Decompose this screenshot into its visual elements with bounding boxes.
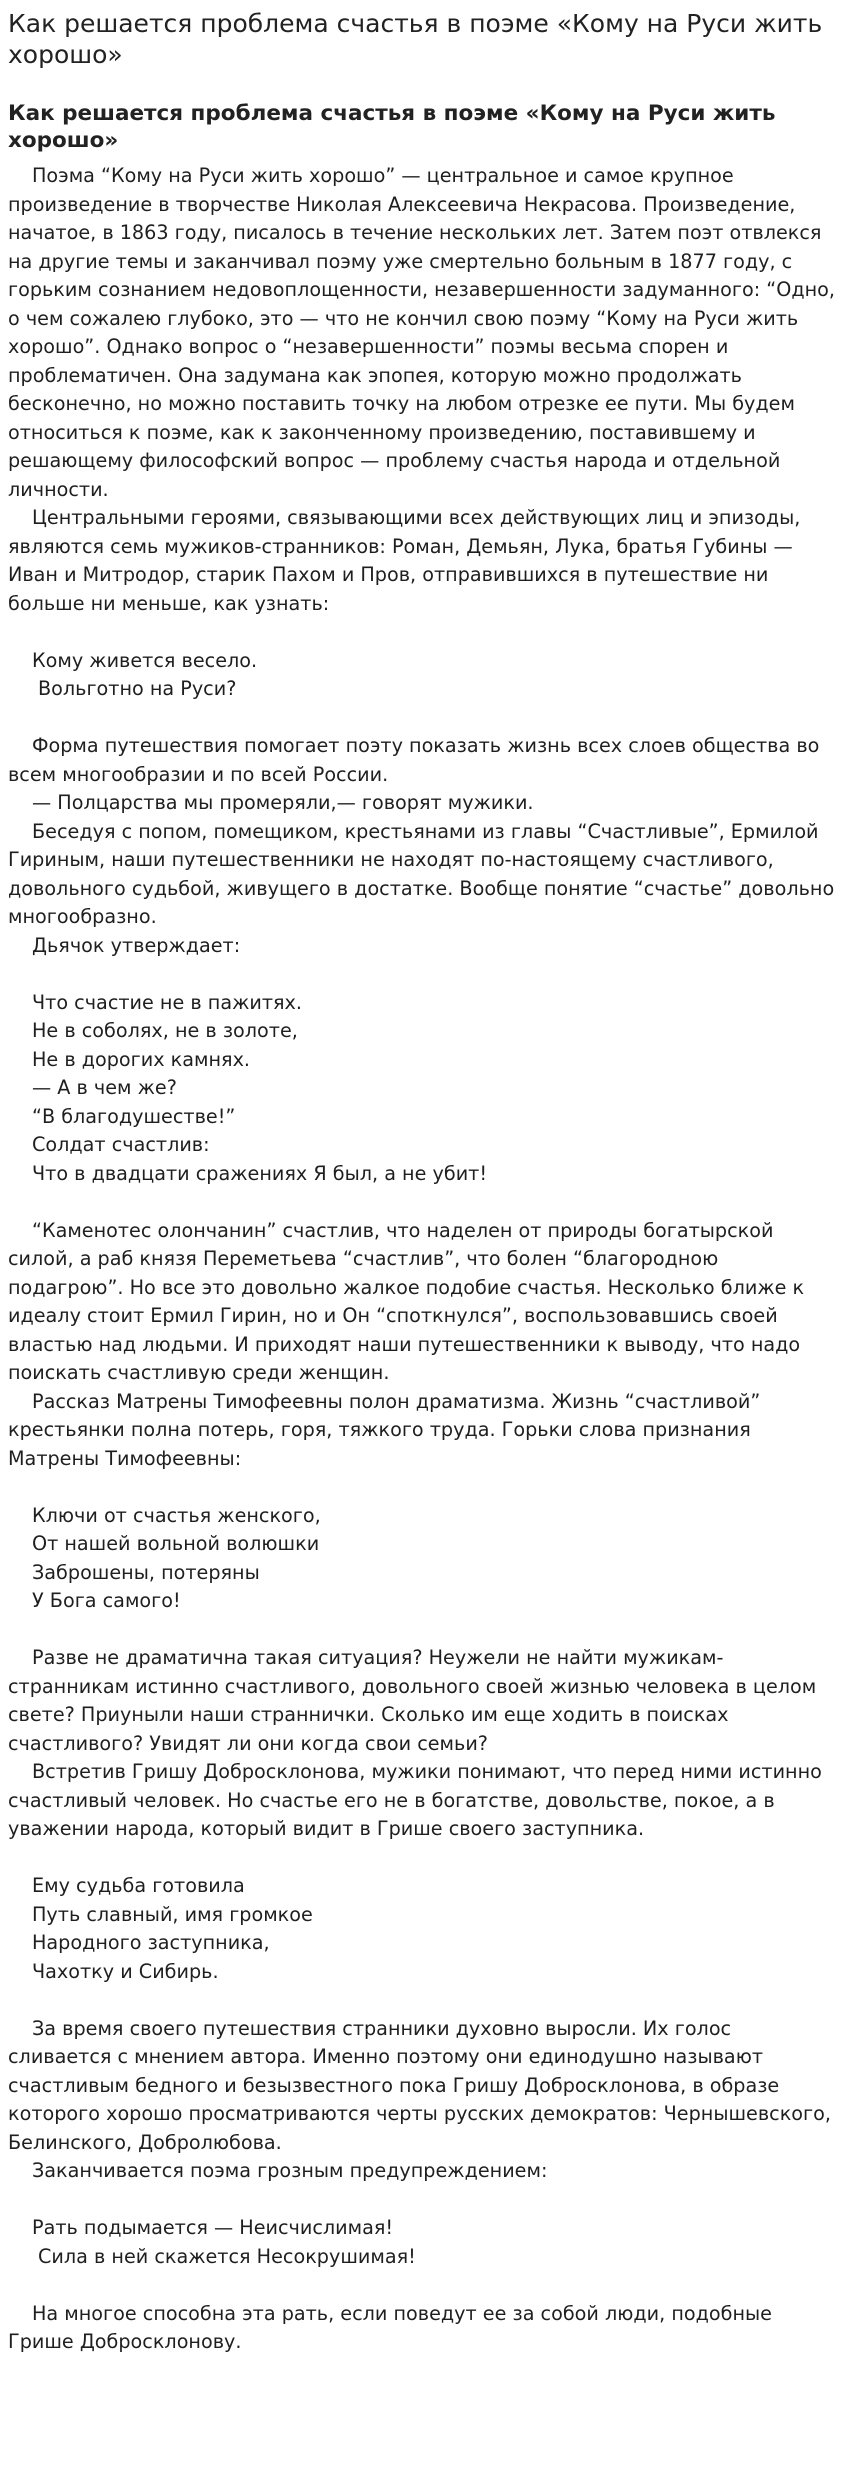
page-title: Как решается проблема счастья в поэме «Кому на Руси жить хорошо» <box>8 9 823 69</box>
paragraph: — Полцарства мы промеряли,— говорят мужики. <box>32 791 534 814</box>
verse-line: Путь славный, имя громкое <box>32 1902 313 1926</box>
article <box>8 100 839 2357</box>
paragraph: Рассказ Матрены Тимофеевны полон драматизма. Жизнь “счастливой” крестьянки полна потерь, горя, тяжкого труда. Горьки слова признания Матрены Тимофеевны: <box>8 1389 761 1470</box>
verse-line: Не в соболях, не в золоте, <box>32 1019 298 1042</box>
verse-line: Солдат счастлив: <box>32 1133 210 1156</box>
verse-line: Рать подымается — Неисчислимая! <box>32 2216 394 2239</box>
paragraph: Дьячок утверждает: <box>32 933 241 957</box>
verse-quote <box>32 1502 839 1616</box>
verse-line: Не в дорогих камнях. <box>32 1047 251 1071</box>
verse-line: Вольготно на Руси? <box>38 677 237 700</box>
verse-line: Чахотку и Сибирь. <box>32 1959 219 1983</box>
verse-line: Заброшены, потеряны <box>32 1560 260 1584</box>
paragraph: На многое способна эта рать, если поведут ее за собой люди, подобные Грише Добросклонову. <box>8 2301 772 2353</box>
paragraph: За время своего путешествия странники духовно выросли. Их голос сливается с мнением автора. Именно поэтому они единодушно называют счастливым бедного и безызвестного пока Гришу Добросклонова, в образе которого хорошо просматриваются черты русских демократов: Чернышевского, Белинского, Добролюбова. <box>8 2016 831 2154</box>
verse-line: От нашей вольной волюшки <box>32 1532 320 1555</box>
paragraph: Встретив Гришу Добросклонова, мужики понимают, что перед ними истинно счастливый человек. Но счастье его не в богатстве, довольстве, покое, а в уважении народа, который видит в Грише своего заступника. <box>8 1760 822 1840</box>
verse-line: Что счастие не в пажитях. <box>32 990 303 1014</box>
verse-line: “В благодушестве!” <box>32 1104 236 1128</box>
verse-line: Сила в ней скажется Несокрушимая! <box>38 2244 416 2268</box>
paragraph: Центральными героями, связывающими всех действующих лиц и эпизоды, являются семь мужиков-странников: Роман, Демьян, Лука, братья Губины — Иван и Митродор, старик Пахом и Пров, отправившихся в путешествие ни больше ни меньше, как узнать: <box>8 506 801 615</box>
paragraph: Беседуя с попом, помещиком, крестьянами из главы “Счастливые”, Ермилой Гириным, наши путешественники не находят по-настоящему счастливого, довольного судьбой, живущего в достатке. Вообще понятие “счастье” довольно многообразно. <box>8 819 835 928</box>
paragraph: “Каменотес олончанин” счастлив, что наделен от природы богатырской силой, а раб князя Переметьева “счастлив”, что болен “благородною подагрою”. Но все это довольно жалкое подобие счастья. Несколько ближе к идеалу стоит Ермил Гирин, но и Он “споткнулся”, воспользовавшись своей властью над людьми. И приходят наши путешественники к выводу, что надо поискать счастливую среди женщин. <box>8 1218 805 1384</box>
verse-quote <box>32 1872 839 1986</box>
verse-line: Кому живется весело. <box>32 648 258 672</box>
verse-quote <box>32 2214 839 2271</box>
verse-line: Что в двадцати сражениях Я был, а не убит! <box>32 1161 488 1185</box>
paragraph: Разве не драматична такая ситуация? Неужели не найти мужикам-странникам истинно счастливого, довольного своей жизнью человека в целом свете? Приуныли наши страннички. Сколько им еще ходить в поисках счастливого? Увидят ли они когда свои семьи? <box>8 1646 817 1755</box>
verse-line: У Бога самого! <box>32 1589 181 1612</box>
paragraph: Поэма “Кому на Руси жить хорошо” — центральное и самое крупное произведение в творчестве Николая Алексеевича Некрасова. Произведение, начатое, в 1863 году, писалось в течение нескольких лет. Затем поэт отвлекся на другие темы и заканчивал поэму уже смертельно больным в 1877 году, с горьким сознанием недовоплощенности, незавершенности задуманного: “Одно, о чем сожалею глубоко, это — что не кончил свою поэму “Кому на Руси жить хорошо”. Однако вопрос о “незавершенности” поэмы весьма спорен и проблематичен. Она задумана как эпопея, которую можно продолжать бесконечно, но можно поставить точку на любом отрезке ее пути. Мы будем относиться к поэме, как к законченному произведению, поставившему и решающему философский вопрос — проблему счастья народа и отдельной личности. <box>8 164 835 501</box>
verse-line: Народного заступника, <box>32 1931 270 1954</box>
verse-line: — А в чем же? <box>32 1076 177 1099</box>
verse-line: Ему судьба готовила <box>32 1874 245 1897</box>
article-heading: Как решается проблема счастья в поэме «Кому на Руси жить хорошо» <box>8 101 776 153</box>
verse-line: Ключи от счастья женского, <box>32 1503 321 1527</box>
paragraph: Заканчивается поэма грозным предупреждением: <box>32 2159 548 2182</box>
verse-quote <box>32 989 839 1189</box>
verse-quote <box>32 647 839 704</box>
article-body <box>8 162 839 2357</box>
paragraph: Форма путешествия помогает поэту показать жизнь всех слоев общества во всем многообразии и по всей России. <box>8 734 820 786</box>
